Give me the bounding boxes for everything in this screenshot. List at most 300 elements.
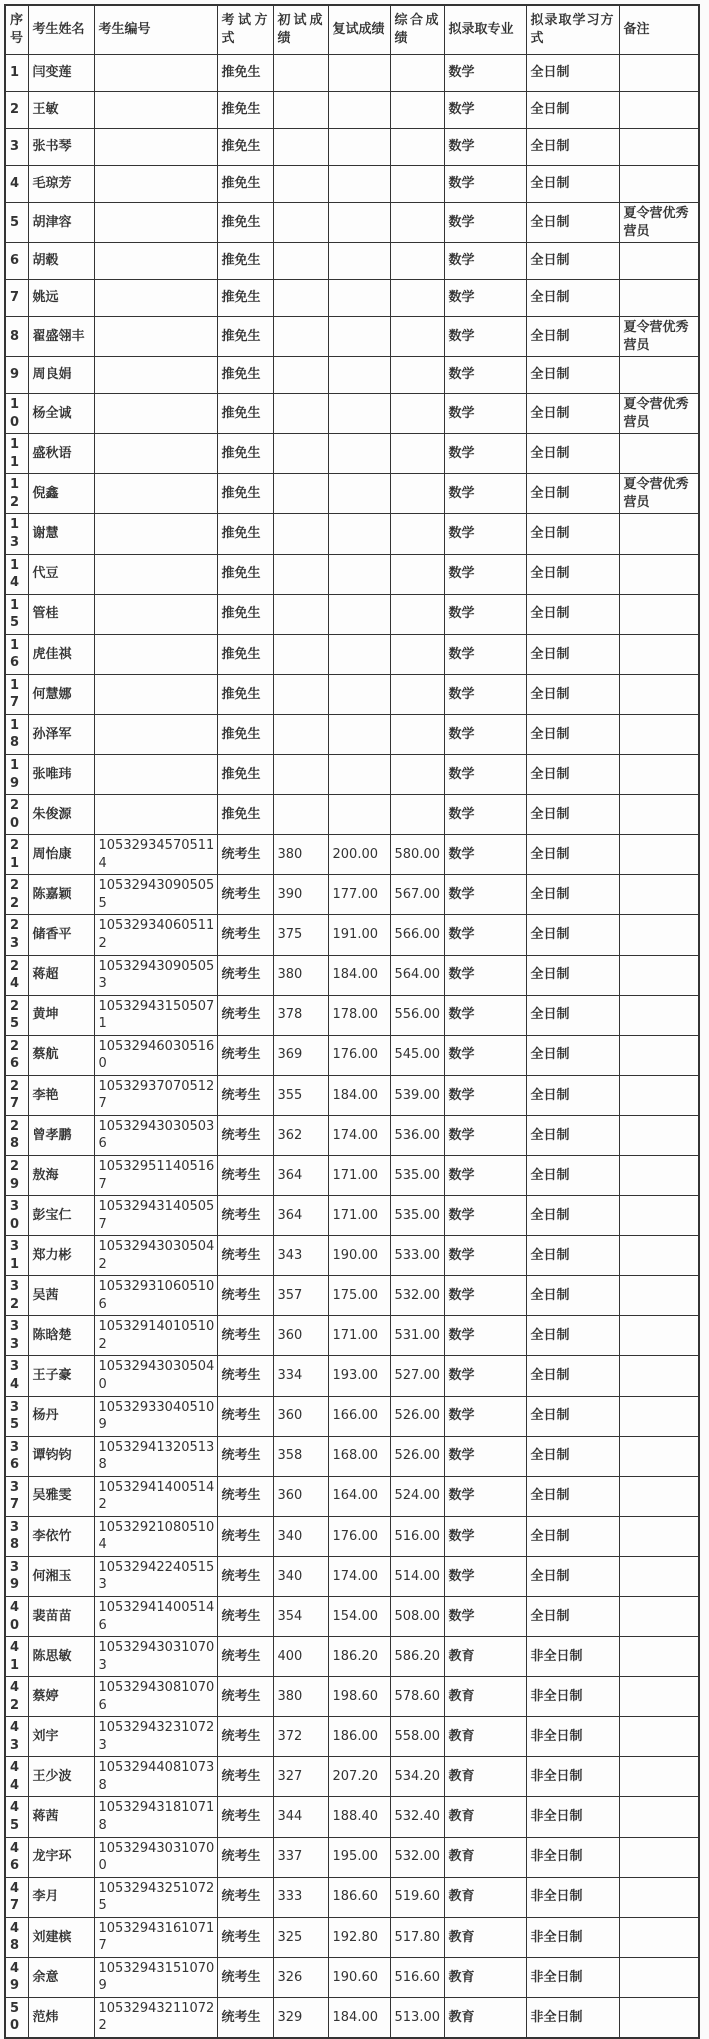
table-row — [5, 514, 699, 554]
cell-total: 516.00 — [390, 1516, 444, 1556]
cell-no: 5 — [5, 203, 28, 243]
cell-study: 全日制 — [526, 915, 619, 955]
table-row — [5, 394, 699, 434]
cell-major: 教育 — [444, 1797, 526, 1837]
cell-retest: 193.00 — [328, 1356, 390, 1396]
cell-study: 全日制 — [526, 1597, 619, 1637]
cell-retest: 175.00 — [328, 1276, 390, 1316]
cell-method: 统考生 — [217, 1436, 273, 1476]
cell-total: 508.00 — [390, 1597, 444, 1637]
cell-major: 数学 — [444, 166, 526, 203]
table-row — [5, 92, 699, 129]
cell-method: 统考生 — [217, 1637, 273, 1677]
cell-method: 统考生 — [217, 1236, 273, 1276]
cell-no: 24 — [5, 955, 28, 995]
cell-major: 数学 — [444, 434, 526, 474]
cell-no: 40 — [5, 1597, 28, 1637]
table-row — [5, 55, 699, 92]
cell-retest: 154.00 — [328, 1597, 390, 1637]
cell-retest — [328, 755, 390, 795]
cell-initial: 325 — [273, 1917, 328, 1957]
cell-id: 105329432510725 — [94, 1877, 217, 1917]
cell-name: 刘宇 — [28, 1717, 94, 1757]
table-row — [5, 1155, 699, 1195]
cell-initial — [273, 166, 328, 203]
cell-study: 全日制 — [526, 1115, 619, 1155]
cell-major: 数学 — [444, 1396, 526, 1436]
cell-study: 全日制 — [526, 357, 619, 394]
cell-major: 教育 — [444, 1757, 526, 1797]
cell-retest: 176.00 — [328, 1516, 390, 1556]
cell-major: 教育 — [444, 1717, 526, 1757]
cell-retest: 200.00 — [328, 835, 390, 875]
cell-major: 教育 — [444, 1957, 526, 1997]
cell-major: 数学 — [444, 995, 526, 1035]
cell-remark — [619, 1516, 699, 1556]
cell-major: 数学 — [444, 755, 526, 795]
cell-remark — [619, 1316, 699, 1356]
cell-id — [94, 554, 217, 594]
cell-no: 46 — [5, 1837, 28, 1877]
cell-total: 558.00 — [390, 1717, 444, 1757]
cell-no: 12 — [5, 474, 28, 514]
cell-no: 11 — [5, 434, 28, 474]
cell-name: 谭钧钧 — [28, 1436, 94, 1476]
cell-study: 全日制 — [526, 674, 619, 714]
cell-retest — [328, 317, 390, 357]
cell-study: 全日制 — [526, 1075, 619, 1115]
cell-remark — [619, 357, 699, 394]
cell-remark — [619, 1276, 699, 1316]
cell-id — [94, 594, 217, 634]
cell-remark — [619, 1877, 699, 1917]
cell-remark — [619, 835, 699, 875]
cell-initial — [273, 594, 328, 634]
cell-study: 全日制 — [526, 394, 619, 434]
cell-total: 545.00 — [390, 1035, 444, 1075]
cell-major: 数学 — [444, 514, 526, 554]
table-row — [5, 129, 699, 166]
table-row — [5, 317, 699, 357]
column-header-retest: 复试成绩 — [328, 5, 390, 55]
cell-study: 全日制 — [526, 1035, 619, 1075]
cell-study: 全日制 — [526, 714, 619, 754]
cell-total: 567.00 — [390, 875, 444, 915]
cell-retest: 184.00 — [328, 1997, 390, 2038]
cell-remark — [619, 280, 699, 317]
cell-id: 105329511405167 — [94, 1155, 217, 1195]
cell-name: 朱俊源 — [28, 795, 94, 835]
cell-major: 数学 — [444, 955, 526, 995]
cell-no: 44 — [5, 1757, 28, 1797]
cell-total — [390, 92, 444, 129]
cell-initial — [273, 280, 328, 317]
cell-major: 数学 — [444, 714, 526, 754]
cell-total: 527.00 — [390, 1356, 444, 1396]
cell-id: 105329430905053 — [94, 955, 217, 995]
cell-id: 105329422405153 — [94, 1556, 217, 1596]
cell-name: 闫变莲 — [28, 55, 94, 92]
cell-retest — [328, 594, 390, 634]
cell-method: 推免生 — [217, 594, 273, 634]
cell-no: 43 — [5, 1717, 28, 1757]
cell-no: 18 — [5, 714, 28, 754]
cell-no: 27 — [5, 1075, 28, 1115]
cell-retest: 190.60 — [328, 1957, 390, 1997]
cell-total: 524.00 — [390, 1476, 444, 1516]
cell-total — [390, 55, 444, 92]
cell-method: 推免生 — [217, 474, 273, 514]
cell-id: 105329340605112 — [94, 915, 217, 955]
cell-method: 统考生 — [217, 915, 273, 955]
cell-retest — [328, 55, 390, 92]
cell-total — [390, 243, 444, 280]
cell-initial — [273, 55, 328, 92]
cell-retest — [328, 554, 390, 594]
cell-method: 统考生 — [217, 1356, 273, 1396]
table-row — [5, 1917, 699, 1957]
cell-no: 21 — [5, 835, 28, 875]
cell-method: 统考生 — [217, 1757, 273, 1797]
cell-no: 14 — [5, 554, 28, 594]
cell-remark — [619, 1436, 699, 1476]
cell-initial — [273, 203, 328, 243]
cell-retest: 171.00 — [328, 1155, 390, 1195]
cell-total: 533.00 — [390, 1236, 444, 1276]
cell-study: 全日制 — [526, 203, 619, 243]
cell-method: 推免生 — [217, 280, 273, 317]
cell-total — [390, 795, 444, 835]
table-row — [5, 1597, 699, 1637]
cell-id: 105329430310700 — [94, 1837, 217, 1877]
table-row — [5, 1075, 699, 1115]
cell-study: 非全日制 — [526, 1837, 619, 1877]
cell-remark — [619, 594, 699, 634]
cell-major: 数学 — [444, 1155, 526, 1195]
cell-id — [94, 514, 217, 554]
cell-study: 全日制 — [526, 434, 619, 474]
table-row — [5, 1757, 699, 1797]
cell-initial — [273, 554, 328, 594]
cell-remark — [619, 1196, 699, 1236]
cell-retest — [328, 714, 390, 754]
cell-name: 张唯玮 — [28, 755, 94, 795]
cell-major: 数学 — [444, 1236, 526, 1276]
cell-id — [94, 394, 217, 434]
cell-initial: 369 — [273, 1035, 328, 1075]
cell-id: 105329431810718 — [94, 1797, 217, 1837]
cell-name: 李依竹 — [28, 1516, 94, 1556]
cell-no: 48 — [5, 1917, 28, 1957]
cell-name: 黄坤 — [28, 995, 94, 1035]
cell-name: 管桂 — [28, 594, 94, 634]
cell-method: 统考生 — [217, 1155, 273, 1195]
cell-method: 推免生 — [217, 166, 273, 203]
cell-retest: 178.00 — [328, 995, 390, 1035]
cell-study: 全日制 — [526, 1196, 619, 1236]
cell-name: 吴茜 — [28, 1276, 94, 1316]
cell-study: 非全日制 — [526, 1757, 619, 1797]
table-row — [5, 1196, 699, 1236]
cell-no: 8 — [5, 317, 28, 357]
cell-method: 推免生 — [217, 55, 273, 92]
cell-method: 推免生 — [217, 394, 273, 434]
cell-study: 全日制 — [526, 129, 619, 166]
cell-total — [390, 714, 444, 754]
cell-id — [94, 243, 217, 280]
cell-no: 50 — [5, 1997, 28, 2038]
cell-id: 105329413205138 — [94, 1436, 217, 1476]
cell-retest — [328, 129, 390, 166]
cell-total: 539.00 — [390, 1075, 444, 1115]
table-row — [5, 795, 699, 835]
cell-total: 514.00 — [390, 1556, 444, 1596]
cell-major: 数学 — [444, 594, 526, 634]
cell-remark — [619, 714, 699, 754]
cell-name: 姚远 — [28, 280, 94, 317]
table-row — [5, 1677, 699, 1717]
cell-major: 数学 — [444, 1196, 526, 1236]
cell-name: 盛秋语 — [28, 434, 94, 474]
cell-initial — [273, 129, 328, 166]
cell-method: 统考生 — [217, 1877, 273, 1917]
cell-total: 586.20 — [390, 1637, 444, 1677]
cell-no: 17 — [5, 674, 28, 714]
cell-total: 580.00 — [390, 835, 444, 875]
cell-no: 31 — [5, 1236, 28, 1276]
cell-initial: 362 — [273, 1115, 328, 1155]
cell-name: 胡毂 — [28, 243, 94, 280]
cell-total: 513.00 — [390, 1997, 444, 2038]
cell-retest — [328, 795, 390, 835]
cell-study: 全日制 — [526, 835, 619, 875]
cell-major: 数学 — [444, 1035, 526, 1075]
cell-total — [390, 394, 444, 434]
cell-initial: 326 — [273, 1957, 328, 1997]
cell-initial: 360 — [273, 1476, 328, 1516]
cell-remark: 夏令营优秀营员 — [619, 394, 699, 434]
cell-method: 统考生 — [217, 1797, 273, 1837]
table-row — [5, 714, 699, 754]
cell-id — [94, 129, 217, 166]
cell-no: 15 — [5, 594, 28, 634]
cell-retest: 168.00 — [328, 1436, 390, 1476]
column-header-id: 考生编号 — [94, 5, 217, 55]
cell-method: 统考生 — [217, 955, 273, 995]
cell-name: 周怡康 — [28, 835, 94, 875]
cell-major: 数学 — [444, 1276, 526, 1316]
cell-total — [390, 474, 444, 514]
cell-no: 19 — [5, 755, 28, 795]
cell-initial: 333 — [273, 1877, 328, 1917]
cell-study: 非全日制 — [526, 1637, 619, 1677]
table-row — [5, 434, 699, 474]
cell-initial — [273, 92, 328, 129]
column-header-total: 综合成绩 — [390, 5, 444, 55]
cell-name: 蔡婷 — [28, 1677, 94, 1717]
cell-no: 28 — [5, 1115, 28, 1155]
cell-method: 统考生 — [217, 1196, 273, 1236]
cell-study: 全日制 — [526, 554, 619, 594]
cell-name: 毛琼芳 — [28, 166, 94, 203]
cell-initial: 360 — [273, 1396, 328, 1436]
cell-total — [390, 203, 444, 243]
cell-no: 9 — [5, 357, 28, 394]
cell-major: 教育 — [444, 1917, 526, 1957]
cell-id: 105329430305042 — [94, 1236, 217, 1276]
cell-initial — [273, 474, 328, 514]
cell-method: 推免生 — [217, 129, 273, 166]
cell-retest: 174.00 — [328, 1556, 390, 1596]
cell-remark — [619, 434, 699, 474]
cell-no: 10 — [5, 394, 28, 434]
cell-initial — [273, 795, 328, 835]
table-row — [5, 1316, 699, 1356]
cell-major: 数学 — [444, 1597, 526, 1637]
cell-name: 杨丹 — [28, 1396, 94, 1436]
cell-initial — [273, 317, 328, 357]
cell-method: 统考生 — [217, 1957, 273, 1997]
cell-study: 非全日制 — [526, 1877, 619, 1917]
table-row — [5, 1436, 699, 1476]
cell-id: 105329310605106 — [94, 1276, 217, 1316]
cell-id: 105329414005146 — [94, 1597, 217, 1637]
cell-remark — [619, 875, 699, 915]
cell-total: 519.60 — [390, 1877, 444, 1917]
table-header — [5, 5, 699, 55]
table-row — [5, 755, 699, 795]
column-header-method: 考试方式 — [217, 5, 273, 55]
cell-major: 数学 — [444, 1516, 526, 1556]
table-row — [5, 1837, 699, 1877]
cell-no: 38 — [5, 1516, 28, 1556]
cell-no: 37 — [5, 1476, 28, 1516]
cell-method: 统考生 — [217, 875, 273, 915]
cell-study: 全日制 — [526, 92, 619, 129]
cell-id — [94, 755, 217, 795]
table-row — [5, 1717, 699, 1757]
cell-id: 105329414005142 — [94, 1476, 217, 1516]
cell-no: 22 — [5, 875, 28, 915]
cell-total — [390, 594, 444, 634]
cell-method: 统考生 — [217, 1556, 273, 1596]
cell-study: 全日制 — [526, 1316, 619, 1356]
cell-id: 105329431510709 — [94, 1957, 217, 1997]
cell-id — [94, 203, 217, 243]
column-header-study: 拟录取学习方式 — [526, 5, 619, 55]
cell-remark — [619, 1035, 699, 1075]
cell-method: 推免生 — [217, 634, 273, 674]
cell-method: 推免生 — [217, 203, 273, 243]
cell-initial: 375 — [273, 915, 328, 955]
cell-id: 105329430310703 — [94, 1637, 217, 1677]
table-row — [5, 166, 699, 203]
cell-total: 517.80 — [390, 1917, 444, 1957]
table-row — [5, 1877, 699, 1917]
cell-id: 105329370705127 — [94, 1075, 217, 1115]
cell-study: 全日制 — [526, 1516, 619, 1556]
cell-no: 39 — [5, 1556, 28, 1596]
cell-id: 105329432110722 — [94, 1997, 217, 2038]
cell-id: 105329431505071 — [94, 995, 217, 1035]
cell-name: 王少波 — [28, 1757, 94, 1797]
admission-table — [4, 4, 700, 2039]
cell-remark — [619, 1396, 699, 1436]
cell-method: 统考生 — [217, 835, 273, 875]
cell-no: 33 — [5, 1316, 28, 1356]
cell-method: 推免生 — [217, 434, 273, 474]
cell-major: 教育 — [444, 1837, 526, 1877]
cell-id — [94, 55, 217, 92]
cell-total: 534.20 — [390, 1757, 444, 1797]
cell-study: 全日制 — [526, 280, 619, 317]
cell-no: 29 — [5, 1155, 28, 1195]
cell-id — [94, 674, 217, 714]
cell-initial: 378 — [273, 995, 328, 1035]
cell-remark — [619, 1597, 699, 1637]
cell-major: 数学 — [444, 915, 526, 955]
cell-name: 王子豪 — [28, 1356, 94, 1396]
cell-no: 34 — [5, 1356, 28, 1396]
cell-remark — [619, 674, 699, 714]
cell-major: 数学 — [444, 1436, 526, 1476]
cell-id: 105329140105102 — [94, 1316, 217, 1356]
cell-method: 统考生 — [217, 1516, 273, 1556]
cell-initial — [273, 434, 328, 474]
cell-retest — [328, 203, 390, 243]
cell-major: 数学 — [444, 835, 526, 875]
cell-retest — [328, 514, 390, 554]
cell-name: 敖海 — [28, 1155, 94, 1195]
cell-retest: 184.00 — [328, 955, 390, 995]
cell-id — [94, 92, 217, 129]
cell-remark — [619, 92, 699, 129]
cell-total: 536.00 — [390, 1115, 444, 1155]
cell-name: 陈嘉颖 — [28, 875, 94, 915]
cell-id: 105329210805104 — [94, 1516, 217, 1556]
cell-study: 全日制 — [526, 1396, 619, 1436]
cell-study: 全日制 — [526, 795, 619, 835]
cell-study: 非全日制 — [526, 1997, 619, 2038]
cell-remark — [619, 514, 699, 554]
cell-retest: 186.00 — [328, 1717, 390, 1757]
cell-method: 统考生 — [217, 1276, 273, 1316]
cell-remark — [619, 1837, 699, 1877]
cell-name: 何湘玉 — [28, 1556, 94, 1596]
cell-remark — [619, 1476, 699, 1516]
cell-remark — [619, 755, 699, 795]
cell-major: 数学 — [444, 1476, 526, 1516]
cell-study: 全日制 — [526, 594, 619, 634]
cell-major: 数学 — [444, 795, 526, 835]
cell-major: 数学 — [444, 357, 526, 394]
cell-major: 数学 — [444, 674, 526, 714]
cell-initial: 390 — [273, 875, 328, 915]
cell-method: 推免生 — [217, 514, 273, 554]
cell-retest: 174.00 — [328, 1115, 390, 1155]
cell-total: 566.00 — [390, 915, 444, 955]
table-row — [5, 1115, 699, 1155]
cell-no: 47 — [5, 1877, 28, 1917]
cell-method: 统考生 — [217, 995, 273, 1035]
cell-major: 数学 — [444, 394, 526, 434]
cell-retest: 171.00 — [328, 1316, 390, 1356]
table-row — [5, 1797, 699, 1837]
table-row — [5, 1516, 699, 1556]
cell-no: 3 — [5, 129, 28, 166]
cell-retest — [328, 674, 390, 714]
cell-retest: 195.00 — [328, 1837, 390, 1877]
